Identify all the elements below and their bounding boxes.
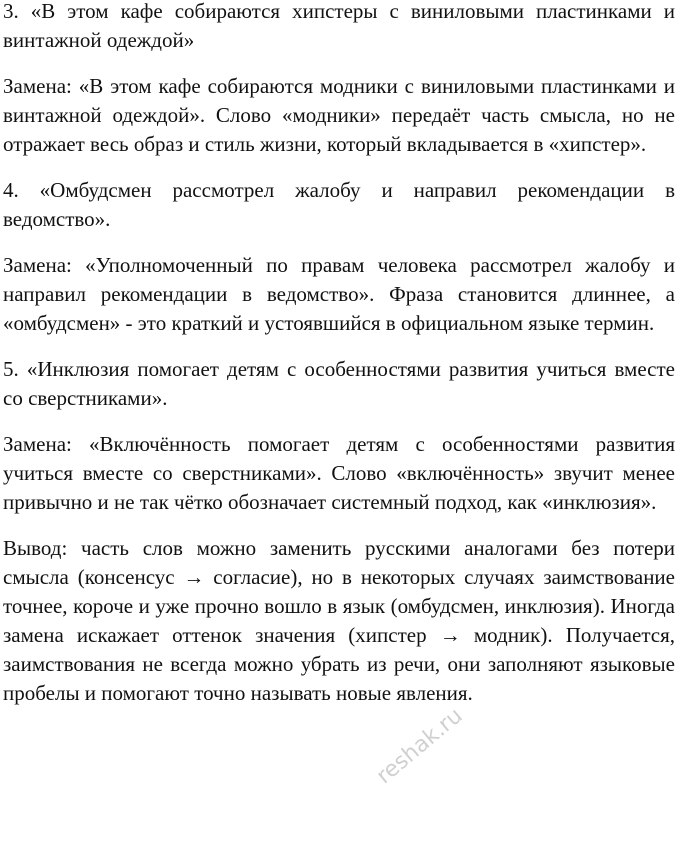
paragraph-conclusion: Вывод: часть слов можно заменить русскими аналогами без потери смысла (консенсус → согласие), но в некоторых случаях заимствование точнее, короче и уже прочно вошло в язык (омбудсмен, инклюзия). Иногда замена искажает оттенок значения (хипстер → модник). Получается, заимствования не всегда можно убрать из речи, они заполняют языковые пробелы и помогают точно называть новые явления. [3, 536, 675, 705]
paragraph-example-3: 3. «В этом кафе собираются хипстеры с виниловыми пластинками и винтажной одеждой» [3, 0, 675, 52]
paragraph-replacement-4: Замена: «Уполномоченный по правам человека рассмотрел жалобу и направил рекомендации в ведомство». Фраза становится длиннее, а «омбудсмен» - это краткий и устоявшийся в официальном языке термин. [3, 253, 675, 335]
paragraph-example-5: 5. «Инклюзия помогает детям с особенностями развития учиться вместе со сверстниками». [3, 357, 675, 410]
watermark-text: reshak.ru [372, 703, 468, 790]
paragraph-replacement-3: Замена: «В этом кафе собираются модники с виниловыми пластинками и винтажной одеждой». Слово «модники» передаёт часть смысла, но не отражает весь образ и стиль жизни, который вкладывается в «хипстер». [3, 74, 675, 156]
paragraph-example-4: 4. «Омбудсмен рассмотрел жалобу и направил рекомендации в ведомство». [3, 178, 675, 231]
paragraph-replacement-5: Замена: «Включённость помогает детям с особенностями развития учиться вместе со сверстниками». Слово «включённость» звучит менее привычно и не так чётко обозначает системный подход, как «инклюзия». [3, 432, 675, 514]
watermark-logo [372, 703, 522, 840]
